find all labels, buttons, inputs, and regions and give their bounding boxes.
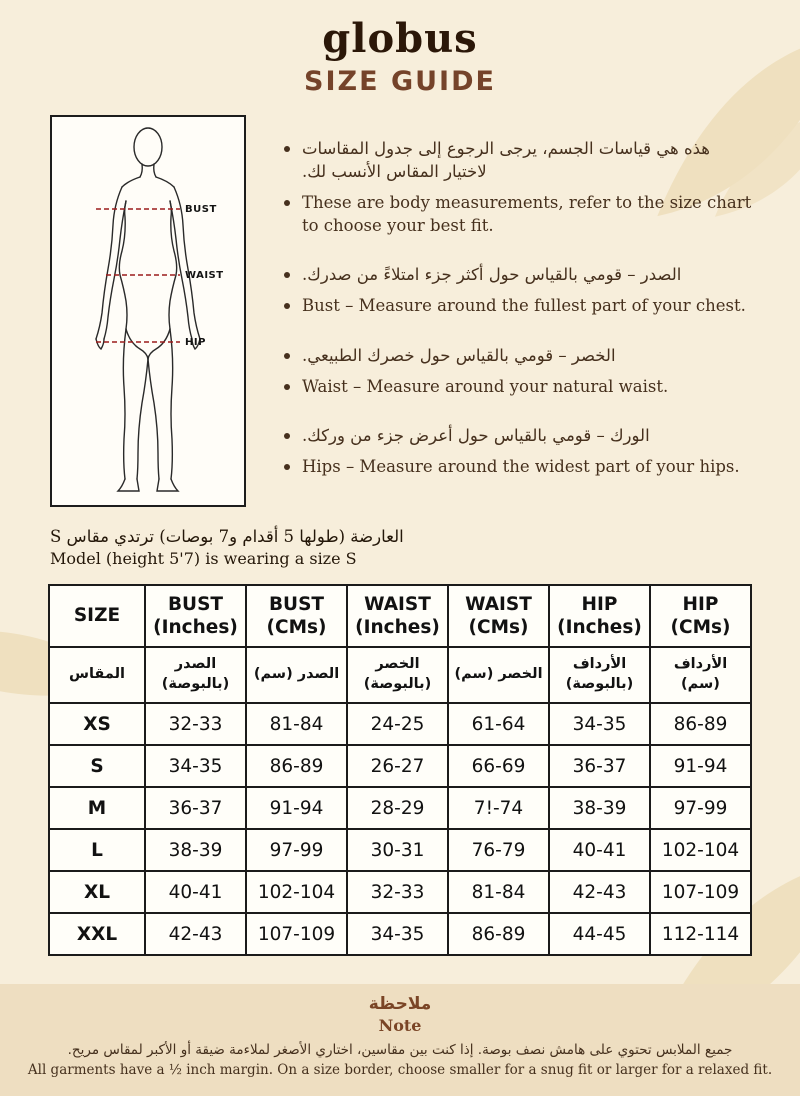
column-header-en: BUST (Inches) (145, 585, 246, 647)
size-table (48, 584, 752, 956)
table-header-row-ar (49, 647, 751, 703)
measurement-cell: 28-29 (347, 787, 448, 829)
table-row (49, 871, 751, 913)
table-row (49, 745, 751, 787)
top-section (50, 115, 752, 507)
table-row (49, 703, 751, 745)
waist-label: WAIST (185, 270, 224, 281)
measurement-cell: 91-94 (650, 745, 751, 787)
measurement-cell: 42-43 (145, 913, 246, 955)
measurement-cell: 66-69 (448, 745, 549, 787)
note-title-ar: ملاحظة (368, 994, 432, 1014)
instruction-text-en: Bust – Measure around the fullest part of your chest. (302, 296, 746, 316)
measurement-cell: 61-64 (448, 703, 549, 745)
measurement-cell: 38-39 (145, 829, 246, 871)
size-cell: XS (49, 703, 145, 745)
measurement-cell: 30-31 (347, 829, 448, 871)
measurement-cell: 26-27 (347, 745, 448, 787)
bullet-dot (284, 353, 290, 359)
column-header-ar: الأرداف (بالبوصة) (549, 647, 650, 703)
size-cell: M (49, 787, 145, 829)
column-header-ar: الخصر (سم) (448, 647, 549, 703)
model-note-en: Model (height 5'7) is wearing a size S (50, 549, 357, 568)
bullet-dot (284, 384, 290, 390)
measurement-cell: 97-99 (246, 829, 347, 871)
page-title: SIZE GUIDE (304, 66, 496, 97)
instruction-item-en (284, 191, 752, 237)
measurement-cell: 40-41 (145, 871, 246, 913)
measurement-cell: 42-43 (549, 871, 650, 913)
measurement-cell: 24-25 (347, 703, 448, 745)
column-header-en: BUST (CMs) (246, 585, 347, 647)
note-body-ar: جميع الملابس تحتوي على هامش نصف بوصة. إذا كنت بين مقاسين، اختاري الأصغر لملاءمة ضيقة أو الأكبر لمقاس مريح. (67, 1042, 733, 1058)
column-header-ar: الأرداف (سم) (650, 647, 751, 703)
measurement-cell: 40-41 (549, 829, 650, 871)
measurement-cell: 76-79 (448, 829, 549, 871)
size-cell: XL (49, 871, 145, 913)
measurement-cell: 97-99 (650, 787, 751, 829)
measurement-cell: 86-89 (650, 703, 751, 745)
column-header-ar: الصدر (سم) (246, 647, 347, 703)
header (0, 0, 800, 97)
instruction-item-en (284, 455, 752, 478)
measurement-cell: 32-33 (347, 871, 448, 913)
measurement-cell: 102-104 (246, 871, 347, 913)
measurement-cell: 112-114 (650, 913, 751, 955)
instruction-text-ar: هذه هي قياسات الجسم، يرجى الرجوع إلى جدول المقاسات لاختيار المقاس الأنسب لك. (302, 139, 711, 182)
instruction-text-en: Waist – Measure around your natural waist. (302, 376, 669, 396)
note-body-en: All garments have a ½ inch margin. On a size border, choose smaller for a snug fit or larger for a relaxed fit. (27, 1062, 773, 1078)
measurement-cell: 86-89 (448, 913, 549, 955)
model-note-ar: العارضة (طولها 5 أقدام و7 بوصات) ترتدي مقاس S (50, 527, 404, 546)
table-row (49, 787, 751, 829)
measurement-cell: 91-94 (246, 787, 347, 829)
column-header-en: HIP (CMs) (650, 585, 751, 647)
measurement-cell: 107-109 (650, 871, 751, 913)
table-header-row-en (49, 585, 751, 647)
instruction-item-ar (284, 344, 752, 367)
instruction-item-ar (284, 424, 752, 447)
instruction-group-bust (284, 263, 752, 317)
table-row (49, 913, 751, 955)
instruction-text-ar: الورك – قومي بالقياس حول أعرض جزء من وركك. (302, 425, 650, 445)
table-row (49, 829, 751, 871)
body-figure-panel (50, 115, 246, 507)
measurement-cell: 107-109 (246, 913, 347, 955)
bullet-dot (284, 200, 290, 206)
instruction-text-ar: الخصر – قومي بالقياس حول خصرك الطبيعي. (302, 345, 616, 365)
column-header-ar: الصدر (بالبوصة) (145, 647, 246, 703)
measurement-cell: 34-35 (145, 745, 246, 787)
bullet-dot (284, 464, 290, 470)
instruction-text-ar: الصدر – قومي بالقياس حول أكثر جزء امتلاءً من صدرك. (302, 265, 682, 285)
hip-label: HIP (185, 337, 206, 348)
measurement-cell: 7!-74 (448, 787, 549, 829)
column-header-en: HIP (Inches) (549, 585, 650, 647)
instruction-group-general (284, 137, 752, 237)
column-header-en: WAIST (CMs) (448, 585, 549, 647)
instruction-item-en (284, 294, 752, 317)
measurement-cell: 81-84 (246, 703, 347, 745)
measurement-cell: 38-39 (549, 787, 650, 829)
brand-logo: globus (322, 15, 478, 62)
measurement-cell: 36-37 (549, 745, 650, 787)
bullet-dot (284, 433, 290, 439)
measurement-cell: 44-45 (549, 913, 650, 955)
instruction-group-hip (284, 424, 752, 478)
bust-label: BUST (185, 204, 217, 215)
measurement-lines (96, 209, 180, 342)
instruction-item-ar (284, 137, 752, 183)
size-cell: L (49, 829, 145, 871)
bullet-dot (284, 146, 290, 152)
figure-outline (96, 128, 200, 491)
bullet-dot (284, 303, 290, 309)
measurement-cell: 32-33 (145, 703, 246, 745)
bullet-dot (284, 272, 290, 278)
size-cell: XXL (49, 913, 145, 955)
instruction-item-ar (284, 263, 752, 286)
instruction-group-waist (284, 344, 752, 398)
model-note (50, 527, 752, 568)
body-figure-illustration (52, 117, 244, 505)
measurement-cell: 102-104 (650, 829, 751, 871)
measurement-cell: 86-89 (246, 745, 347, 787)
instruction-text-en: These are body measurements, refer to the size chart to choose your best fit. (302, 193, 752, 236)
size-cell: S (49, 745, 145, 787)
note-section (0, 984, 800, 1096)
instruction-text-en: Hips – Measure around the widest part of your hips. (302, 456, 740, 476)
column-header-en: SIZE (49, 585, 145, 647)
instructions-list (246, 115, 752, 507)
column-header-ar: المقاس (49, 647, 145, 703)
measurement-cell: 34-35 (549, 703, 650, 745)
column-header-ar: الخصر (بالبوصة) (347, 647, 448, 703)
note-title-en: Note (378, 1016, 422, 1035)
measurement-cell: 34-35 (347, 913, 448, 955)
measurement-cell: 36-37 (145, 787, 246, 829)
column-header-en: WAIST (Inches) (347, 585, 448, 647)
instruction-item-en (284, 375, 752, 398)
measurement-cell: 81-84 (448, 871, 549, 913)
size-table-body (49, 703, 751, 955)
size-table-wrap (48, 584, 752, 956)
